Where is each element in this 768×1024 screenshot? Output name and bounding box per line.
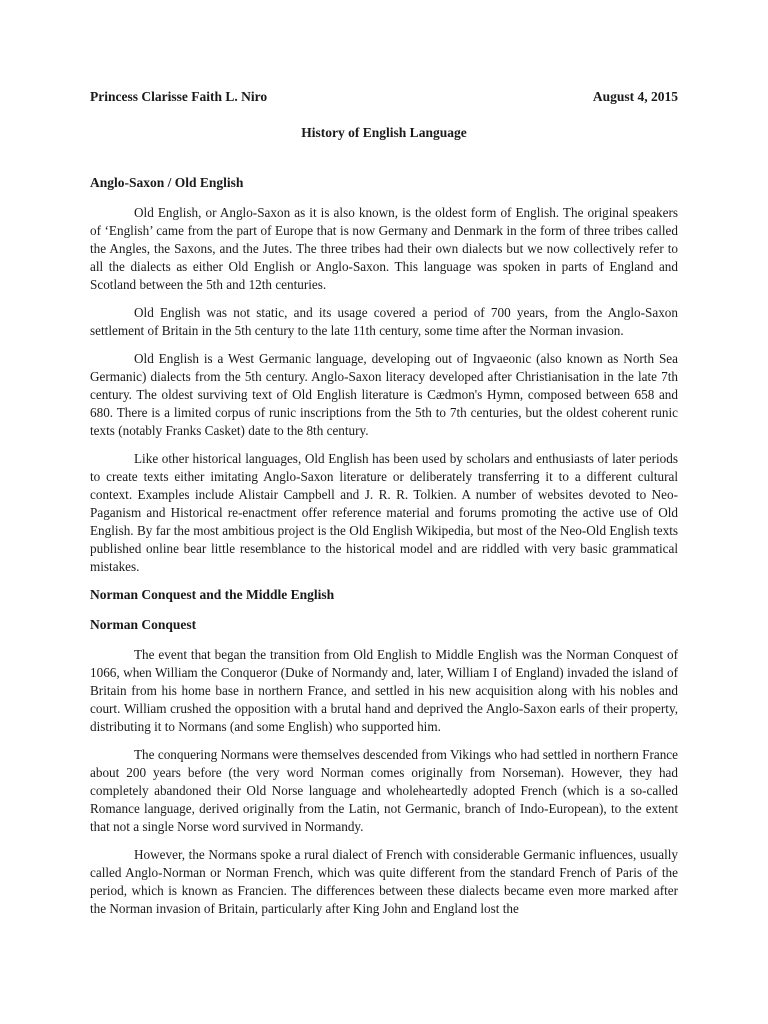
document-date: August 4, 2015 <box>592 89 678 104</box>
document-header <box>90 88 678 106</box>
document-title: History of English Language <box>301 125 467 140</box>
subheading-norman-conquest: Norman Conquest <box>90 617 197 632</box>
author-name: Princess Clarisse Faith L. Niro <box>90 89 268 104</box>
paragraph: However, the Normans spoke a rural dialect of French with considerable Germanic influences, usually called Anglo-Norman or Norman French, which was quite different from the standard French of Paris of the period, which is known as Francien. The differences between these dialects became even more marked after the Norman invasion of Britain, particularly after King John and England lost the <box>90 847 678 916</box>
paragraph: Like other historical languages, Old English has been used by scholars and enthusiasts of later periods to create texts either imitating Anglo-Saxon literature or deliberately transferring it to a different cultural context. Examples include Alistair Campbell and J. R. R. Tolkien. A number of websites devoted to Neo-Paganism and Historical re-enactment offer reference material and forums promoting the active use of Old English. By far the most ambitious project is the Old English Wikipedia, but most of the Neo-Old English texts published online bear little resemblance to the historical model and are riddled with very basic grammatical mistakes. <box>90 451 678 574</box>
paragraph: Old English, or Anglo-Saxon as it is also known, is the oldest form of English. The original speakers of ‘English’ came from the part of Europe that is now Germany and Denmark in the form of three tribes called the Angles, the Saxons, and the Jutes. The three tribes had their own dialects but we now collectively refer to all the dialects as either Old English or Anglo-Saxon. This language was spoken in parts of England and Scotland between the 5th and 12th centuries. <box>90 205 678 292</box>
paragraph: Old English is a West Germanic language, developing out of Ingvaeonic (also known as North Sea Germanic) dialects from the 5th century. Anglo-Saxon literacy developed after Christianisation in the late 7th century. The oldest surviving text of Old English literature is Cædmon's Hymn, composed between 658 and 680. There is a limited corpus of runic inscriptions from the 5th to 7th centuries, but the oldest coherent runic texts (notably Franks Casket) date to the 8th century. <box>90 351 678 438</box>
paragraph: The event that began the transition from Old English to Middle English was the Norman Conquest of 1066, when William the Conqueror (Duke of Normandy and, later, William I of England) invaded the island of Britain from his home base in northern France, and settled in his new acquisition along with his nobles and court. William crushed the opposition with a brutal hand and deprived the Anglo-Saxon earls of their property, distributing it to Normans (and some English) who supported him. <box>90 647 678 734</box>
section-heading-norman-middle-english: Norman Conquest and the Middle English <box>90 587 335 602</box>
paragraph: The conquering Normans were themselves descended from Vikings who had settled in northern France about 200 years before (the very word Norman comes originally from Norseman). However, they had completely abandoned their Old Norse language and wholeheartedly adopted French (which is a so-called Romance language, derived originally from the Latin, not Germanic, branch of Indo-European), to the extent that not a single Norse word survived in Normandy. <box>90 747 678 834</box>
section-heading-old-english: Anglo-Saxon / Old English <box>90 175 244 190</box>
paragraph: Old English was not static, and its usage covered a period of 700 years, from the Anglo-Saxon settlement of Britain in the 5th century to the late 11th century, some time after the Norman invasion. <box>90 305 678 338</box>
